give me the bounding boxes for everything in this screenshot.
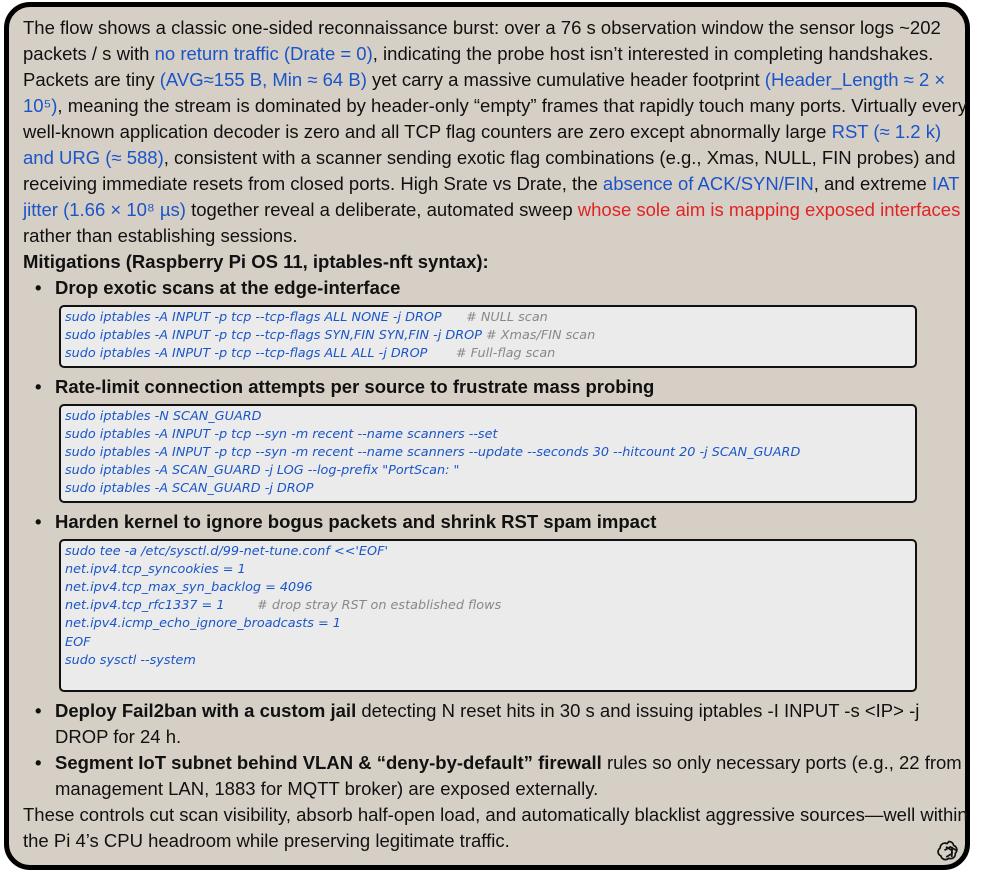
code-line [65, 444, 911, 462]
code-comment: # drop stray RST on established flows [224, 598, 502, 614]
code-command: sudo iptables -N SCAN_GUARD [65, 408, 262, 424]
code-command: sudo sysctl --system [65, 652, 196, 668]
code-line [65, 670, 911, 688]
outro-paragraph: These controls cut scan visibility, absorb half-open load, and automatically blacklist aggressive sources—well within the Pi 4’s CPU headroom while preserving legitimate traffic. [23, 804, 968, 852]
code-command: sudo iptables -A SCAN_GUARD -j LOG --log-prefix "PortScan: " [65, 463, 460, 479]
code-block[interactable] [59, 539, 917, 693]
code-command: sudo iptables -A INPUT -p tcp --syn -m recent --name scanners --update --seconds 30 --hitcount 20 -j SCAN_GUARD [65, 445, 801, 461]
code-line [65, 480, 911, 498]
text-run: together reveal a deliberate, automated sweep [185, 199, 578, 220]
mitigation-item [23, 750, 969, 802]
code-line [65, 408, 911, 426]
mitigation-item [23, 698, 969, 750]
text-run: , meaning the stream is dominated by header-only “empty” frames that rapidly touch many ports. Virtually every well-known application decoder is zero and all TCP flag counters are zero except abnormally large [23, 95, 968, 142]
mitigation-item [23, 509, 969, 535]
mitigation-title: Rate-limit connection attempts per source to frustrate mass probing [55, 375, 655, 397]
highlight-blue: (Header_Length ≈ 2 × 10⁵) [23, 69, 946, 116]
highlight-blue: (AVG≈155 B, Min ≈ 64 B) [159, 69, 367, 90]
code-line [65, 634, 911, 652]
code-command: net.ipv4.tcp_rfc1337 = 1 [65, 598, 225, 614]
code-line [65, 543, 911, 561]
code-command: net.ipv4.icmp_echo_ignore_broadcasts = 1 [65, 616, 341, 632]
highlight-red: whose sole aim is mapping exposed interfaces [577, 199, 961, 220]
code-block[interactable] [59, 305, 917, 368]
highlight-blue: RST (≈ 1.2 k) and URG (≈ 588) [23, 121, 942, 168]
code-line [65, 597, 911, 615]
text-run: The flow shows a classic one-sided reconnaissance burst: over a 76 s observation window the sensor logs ~202 packets / s with [23, 17, 941, 64]
code-command: sudo iptables -A INPUT -p tcp --tcp-flags SYN,FIN SYN,FIN -j DROP [65, 328, 482, 344]
text-run: , and extreme [813, 173, 932, 194]
text-run: yet carry a massive cumulative header footprint [366, 69, 765, 90]
code-command: net.ipv4.tcp_syncookies = 1 [65, 561, 246, 577]
mitigation-detail: rules so only necessary ports (e.g., 22 from management LAN, 1883 for MQTT broker) are exposed externally. [55, 752, 962, 800]
code-line [65, 327, 911, 345]
code-command: sudo iptables -A INPUT -p tcp --tcp-flags ALL ALL -j DROP [65, 346, 428, 362]
message-content [23, 15, 969, 854]
code-comment: # NULL scan [441, 310, 548, 325]
highlight-blue: IAT jitter (1.66 × 10⁸ µs) [23, 173, 960, 220]
text-run: , indicating the probe host isn’t interested in completing handshakes. Packets are tiny [23, 43, 934, 90]
code-command: sudo iptables -A INPUT -p tcp --tcp-flags ALL NONE -j DROP [65, 310, 442, 325]
code-line [65, 309, 911, 327]
code-comment: # Xmas/FIN scan [481, 328, 596, 344]
code-command: EOF [65, 634, 91, 650]
chatgpt-logo-icon [936, 838, 962, 864]
mitigation-title: Harden kernel to ignore bogus packets and shrink RST spam impact [55, 510, 657, 532]
mitigation-item [23, 275, 969, 301]
code-command: sudo iptables -A INPUT -p tcp --syn -m recent --name scanners --set [65, 426, 498, 442]
highlight-blue: no return traffic (Drate = 0) [154, 43, 373, 64]
code-command: sudo iptables -A SCAN_GUARD -j DROP [65, 481, 314, 497]
code-line [65, 426, 911, 444]
mitigation-item [23, 374, 969, 400]
intro-paragraph [23, 15, 969, 249]
code-line [65, 561, 911, 579]
mitigation-detail: detecting N reset hits in 30 s and issuing iptables -I INPUT -s <IP> -j DROP for 24 h. [55, 700, 920, 748]
highlight-blue: absence of ACK/SYN/FIN [602, 173, 814, 194]
message-card [4, 2, 970, 870]
code-line [65, 652, 911, 670]
text-run: , consistent with a scanner sending exotic flag combinations (e.g., Xmas, NULL, FIN probes) and receiving immediate resets from closed ports. High Srate vs Drate, the [23, 147, 956, 194]
code-line [65, 345, 911, 363]
mitigations-heading: Mitigations (Raspberry Pi OS 11, iptables-nft syntax): [23, 251, 489, 272]
mitigation-list [23, 275, 969, 802]
mitigation-title: Deploy Fail2ban with a custom jail [55, 700, 357, 722]
code-line [65, 615, 911, 633]
text-run: rather than establishing sessions. [23, 225, 298, 246]
mitigation-title: Segment IoT subnet behind VLAN & “deny-by-default” firewall [55, 752, 602, 774]
code-comment: # Full-flag scan [427, 346, 556, 362]
code-command: net.ipv4.tcp_max_syn_backlog = 4096 [65, 580, 313, 596]
code-line [65, 462, 911, 480]
code-line [65, 579, 911, 597]
mitigation-title: Drop exotic scans at the edge-interface [55, 277, 401, 298]
code-command: sudo tee -a /etc/sysctl.d/99-net-tune.conf <<'EOF' [65, 543, 388, 559]
code-block[interactable] [59, 404, 917, 503]
